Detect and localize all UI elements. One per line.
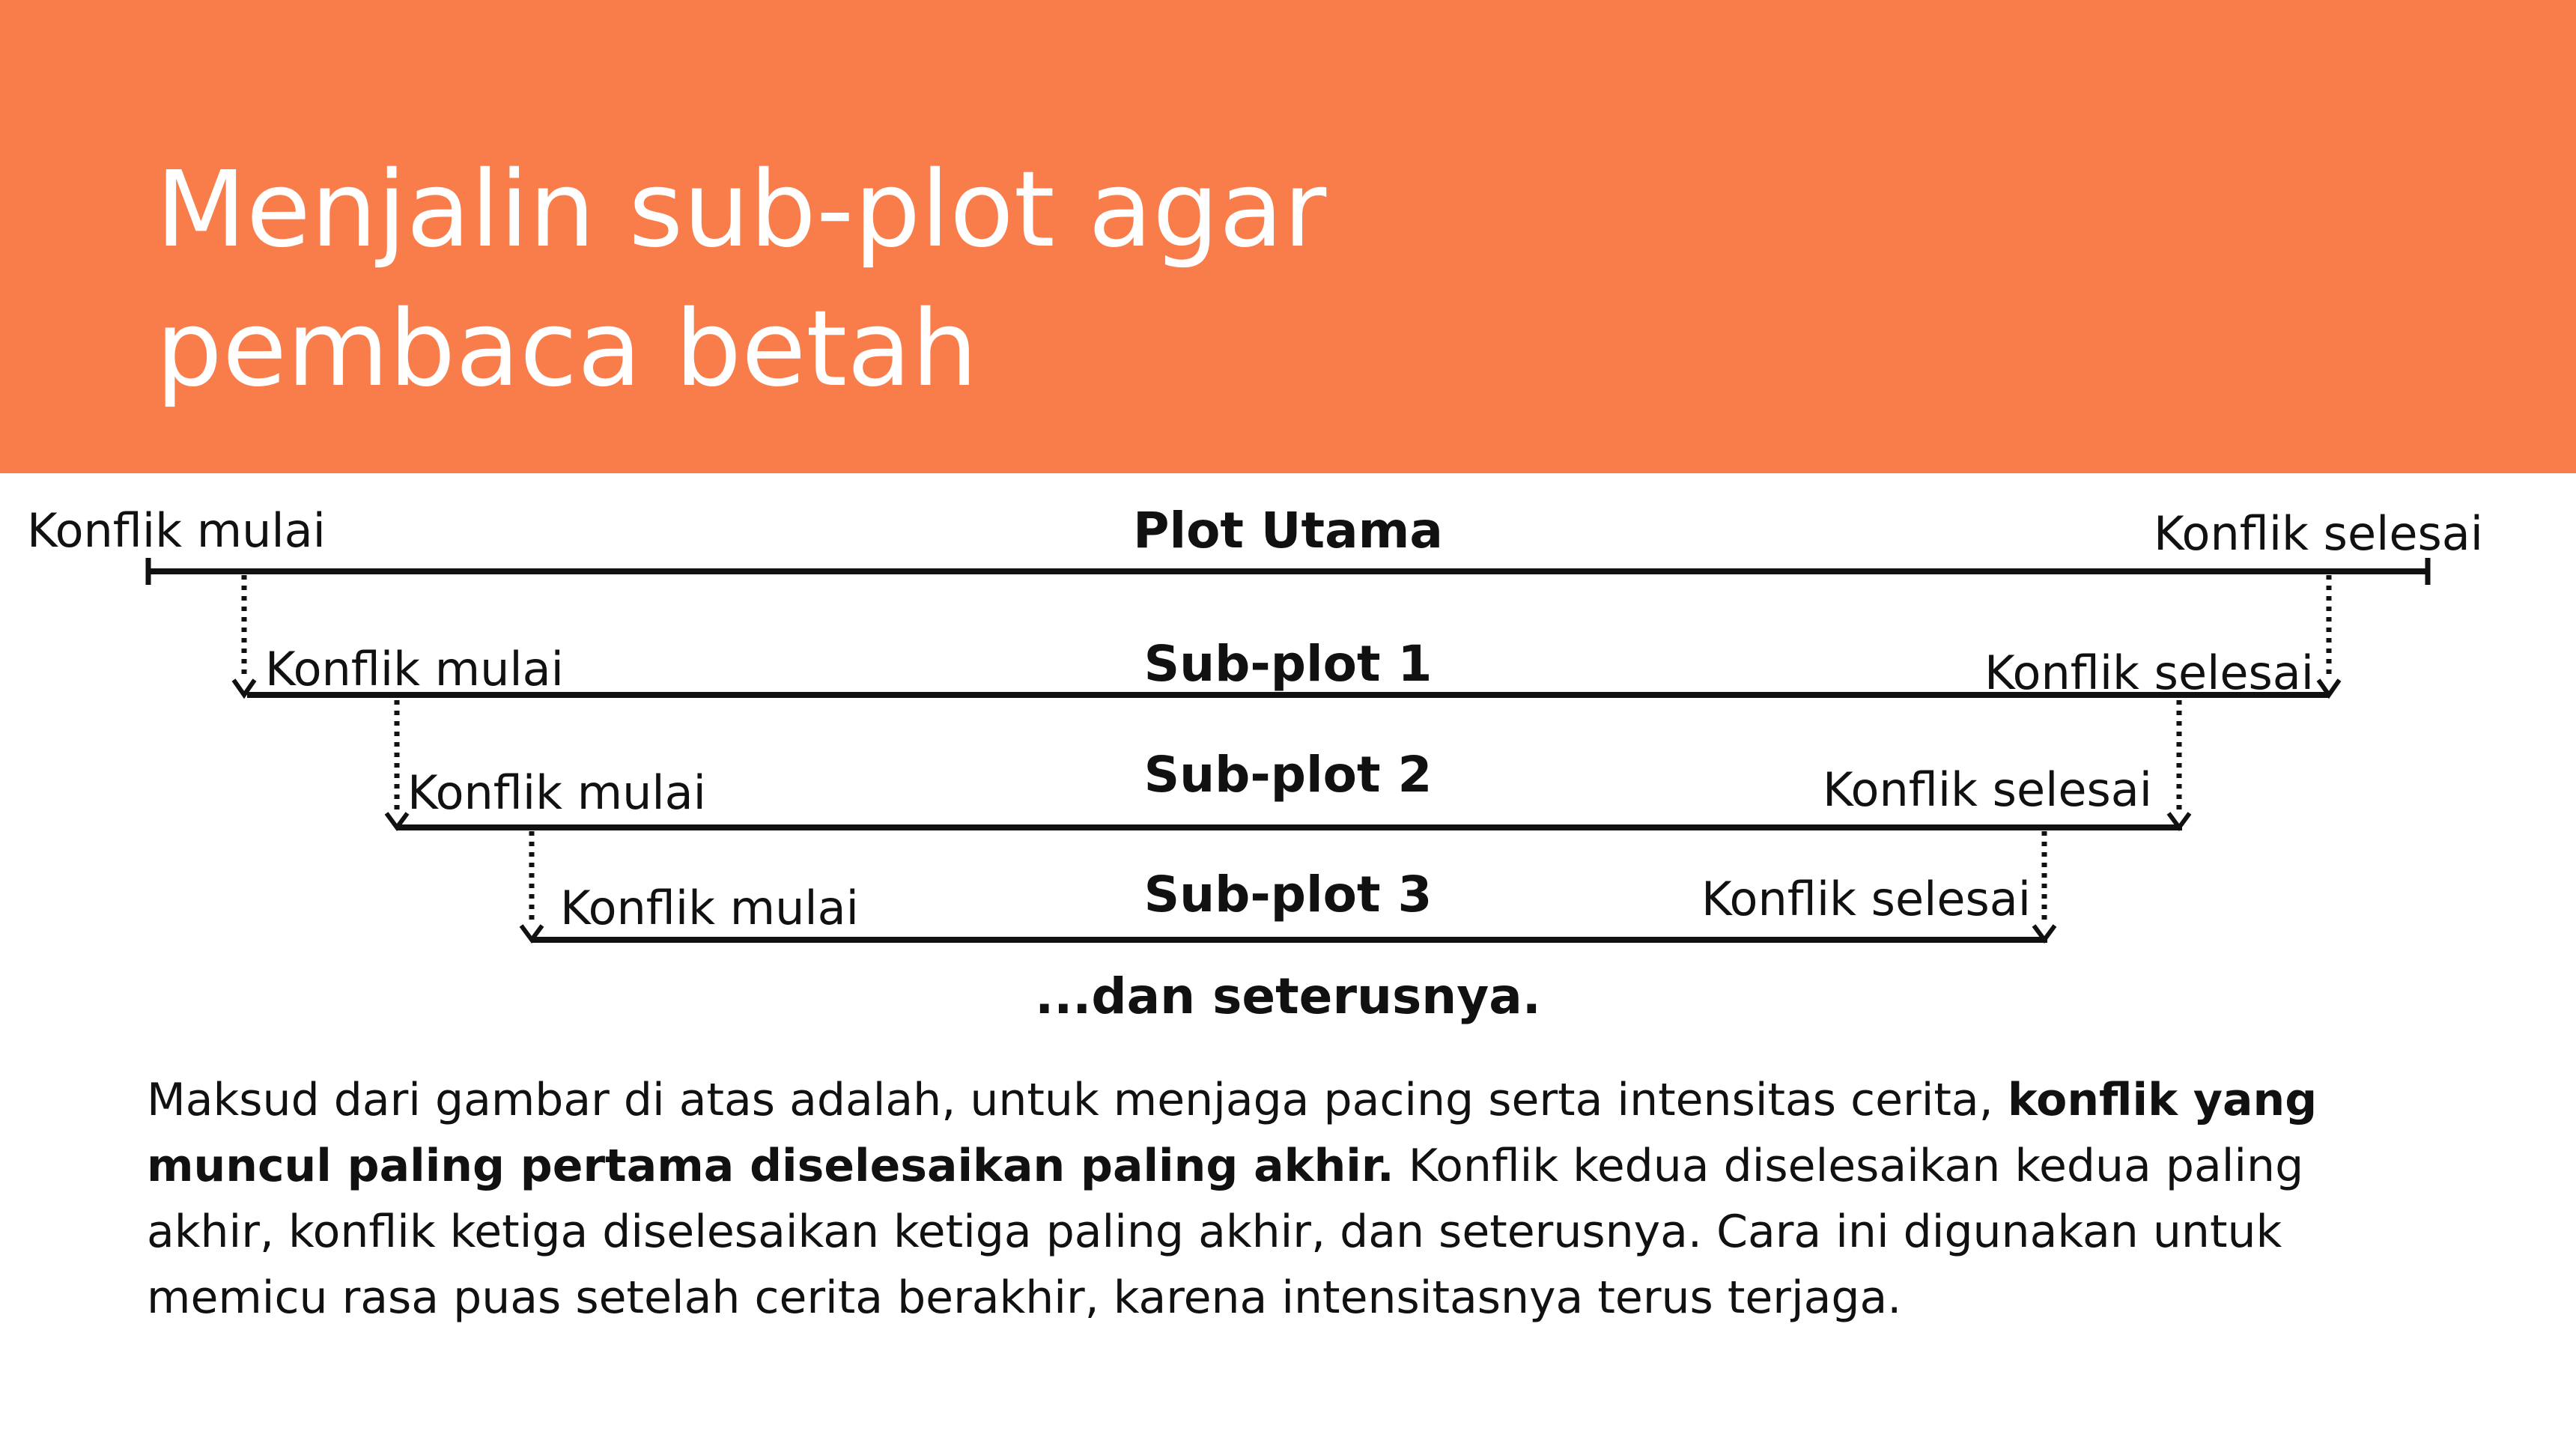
title-line-1: Menjalin sub-plot agar: [156, 149, 1327, 271]
continuation-label: ...dan seterusnya.: [1035, 967, 1541, 1025]
plot-utama-start-label: Konflik mulai: [27, 503, 326, 558]
sub-plot-3-end-label: Konflik selesai: [1701, 872, 2031, 926]
title-line-2: pembaca betah: [156, 288, 978, 410]
description-bold-text: konflik yang muncul paling pertama diselesaikan paling akhir.: [147, 1074, 2318, 1192]
sub-plot-2-start-label: Konflik mulai: [407, 765, 706, 820]
start-connector-1: [234, 575, 255, 695]
description-text-1: Maksud dari gambar di atas adalah, untuk menjaga pacing serta intensitas cerita,: [147, 1074, 2008, 1126]
sub-plot-3-start-label: Konflik mulai: [560, 881, 859, 935]
end-connector-1: [2318, 575, 2339, 695]
start-connector-3: [521, 831, 542, 940]
start-connector-2: [386, 700, 407, 827]
sub-plot-1-start-label: Konflik mulai: [265, 642, 564, 696]
sub-plot-2-title: Sub-plot 2: [1143, 746, 1433, 804]
plot-utama-end-label: Konflik selesai: [2153, 506, 2483, 561]
description-paragraph: [147, 1067, 2438, 1331]
plot-utama-title: Plot Utama: [1133, 502, 1443, 559]
sub-plot-2-end-label: Konflik selesai: [1822, 762, 2152, 817]
sub-plot-3-title: Sub-plot 3: [1143, 866, 1433, 923]
sub-plot-1-title: Sub-plot 1: [1143, 635, 1433, 693]
end-connector-2: [2169, 700, 2190, 827]
description-text-2: Konflik kedua diselesaikan kedua paling akhir, konflik ketiga diselesaikan ketiga paling akhir, dan seterusnya. Cara ini digunakan untuk memicu rasa puas setelah cerita berakhir, karena intensitasnya terus terjaga.: [147, 1140, 2304, 1324]
sub-plot-1-end-label: Konflik selesai: [1984, 645, 2314, 700]
end-connector-3: [2034, 831, 2055, 940]
timeline-plot-utama: [148, 558, 2428, 585]
